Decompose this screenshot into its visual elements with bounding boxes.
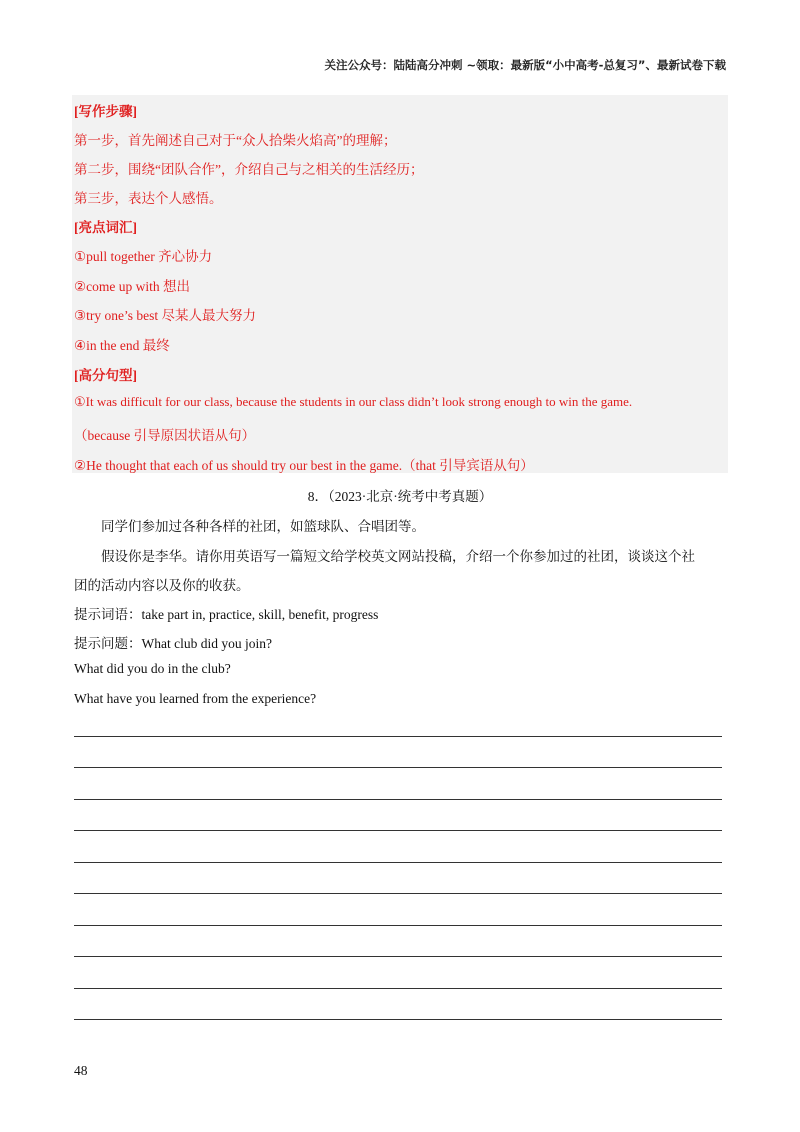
writing-line[interactable] [74, 830, 722, 831]
step-3: 第三步，表达个人感悟。 [74, 191, 223, 206]
question-para-2-line-1: 假设你是李华。请你用英语写一篇短文给学校英文网站投稿，介绍一个你参加过的社团，谈谈这个社 [101, 549, 695, 564]
vocab-item-2: ②come up with 想出 [74, 279, 190, 294]
writing-line[interactable] [74, 956, 722, 957]
steps-title: [写作步骤] [74, 104, 137, 119]
writing-line[interactable] [74, 893, 722, 894]
question-para-2-line-2: 团的活动内容以及你的收获。 [74, 578, 250, 593]
vocab-item-3: ③try one’s best 尽某人最大努力 [74, 308, 256, 323]
step-1: 第一步，首先阐述自己对于“众人拾柴火焰高”的理解； [74, 133, 397, 148]
hint-question-2: What did you do in the club? [74, 661, 231, 676]
question-heading: 8．（2023·北京·统考中考真题） [307, 489, 493, 504]
writing-line[interactable] [74, 925, 722, 926]
step-2: 第二步，围绕“团队合作”，介绍自己与之相关的生活经历； [74, 162, 424, 177]
vocab-item-4: ④in the end 最终 [74, 338, 170, 353]
page-number: 48 [74, 1063, 88, 1078]
writing-line[interactable] [74, 862, 722, 863]
sentence-2: ②He thought that each of us should try our best in the game.（that 引导宾语从句） [74, 458, 534, 473]
hint-question-1: 提示问题：What club did you join? [74, 636, 272, 651]
writing-line[interactable] [74, 767, 722, 768]
sentence-1: ①It was difficult for our class, because the students in our class didn’t look strong enough to win the game. [74, 394, 633, 409]
writing-line[interactable] [74, 799, 722, 800]
vocab-title: [亮点词汇] [74, 220, 137, 235]
hint-question-3: What have you learned from the experience? [74, 691, 317, 706]
writing-line[interactable] [74, 736, 722, 737]
question-para-1: 同学们参加过各种各样的社团，如篮球队、合唱团等。 [101, 519, 425, 534]
page-header: 关注公众号：陆陆高分冲刺 ~领取：最新版“小中高考-总复习”、最新试卷下载 [324, 58, 726, 72]
writing-line[interactable] [74, 988, 722, 989]
hint-words: 提示词语：take part in, practice, skill, benefit, progress [74, 607, 379, 622]
sentence-1-note: （because 引导原因状语从句） [74, 428, 256, 443]
sentence-title: [高分句型] [74, 368, 137, 383]
vocab-item-1: ①pull together 齐心协力 [74, 249, 213, 264]
writing-line[interactable] [74, 1019, 722, 1020]
